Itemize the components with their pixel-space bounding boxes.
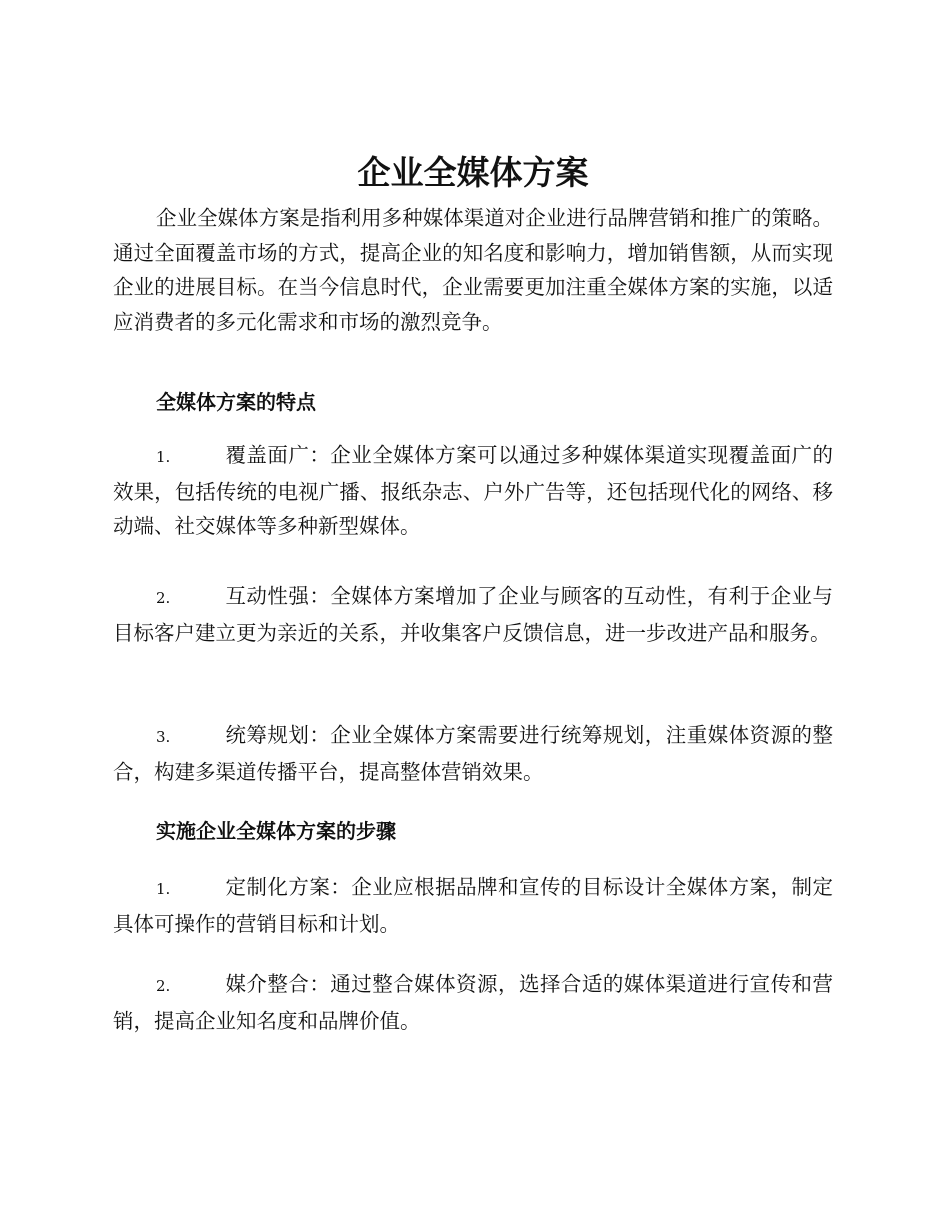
list-item — [113, 438, 833, 544]
section-heading-features: 全媒体方案的特点 — [156, 390, 316, 414]
list-item — [113, 718, 833, 789]
list-item-number: 2. — [156, 977, 171, 995]
intro-paragraph: 企业全媒体方案是指利用多种媒体渠道对企业进行品牌营销和推广的策略。通过全面覆盖市场的方式，提高企业的知名度和影响力，增加销售额，从而实现企业的进展目标。在当今信息时代，企业需要更加注重全媒体方案的实施，以适应消费者的多元化需求和市场的激烈竞争。 — [113, 206, 833, 334]
list-item-text: 覆盖面广：企业全媒体方案可以通过多种媒体渠道实现覆盖面广的效果，包括传统的电视广播、报纸杂志、户外广告等，还包括现代化的网络、移动端、社交媒体等多种新型媒体。 — [113, 443, 833, 538]
list-item-text: 定制化方案：企业应根据品牌和宣传的目标设计全媒体方案，制定具体可操作的营销目标和计划。 — [113, 875, 833, 936]
list-item-number: 1. — [156, 448, 171, 466]
list-item-text: 统筹规划：企业全媒体方案需要进行统筹规划，注重媒体资源的整合，构建多渠道传播平台，提高整体营销效果。 — [113, 723, 833, 784]
list-item-number: 2. — [156, 589, 171, 607]
list-item — [113, 579, 833, 650]
list-item-text: 互动性强：全媒体方案增加了企业与顾客的互动性，有利于企业与目标客户建立更为亲近的关系，并收集客户反馈信息，进一步改进产品和服务。 — [113, 584, 833, 645]
list-item — [113, 870, 833, 941]
list-item-text: 媒介整合：通过整合媒体资源，选择合适的媒体渠道进行宣传和营销，提高企业知名度和品牌价值。 — [113, 972, 833, 1033]
list-item-number: 3. — [156, 728, 171, 746]
document-title: 企业全媒体方案 — [357, 153, 589, 192]
section-heading-steps: 实施企业全媒体方案的步骤 — [156, 819, 396, 843]
list-item — [113, 967, 833, 1038]
list-item-number: 1. — [156, 880, 171, 898]
